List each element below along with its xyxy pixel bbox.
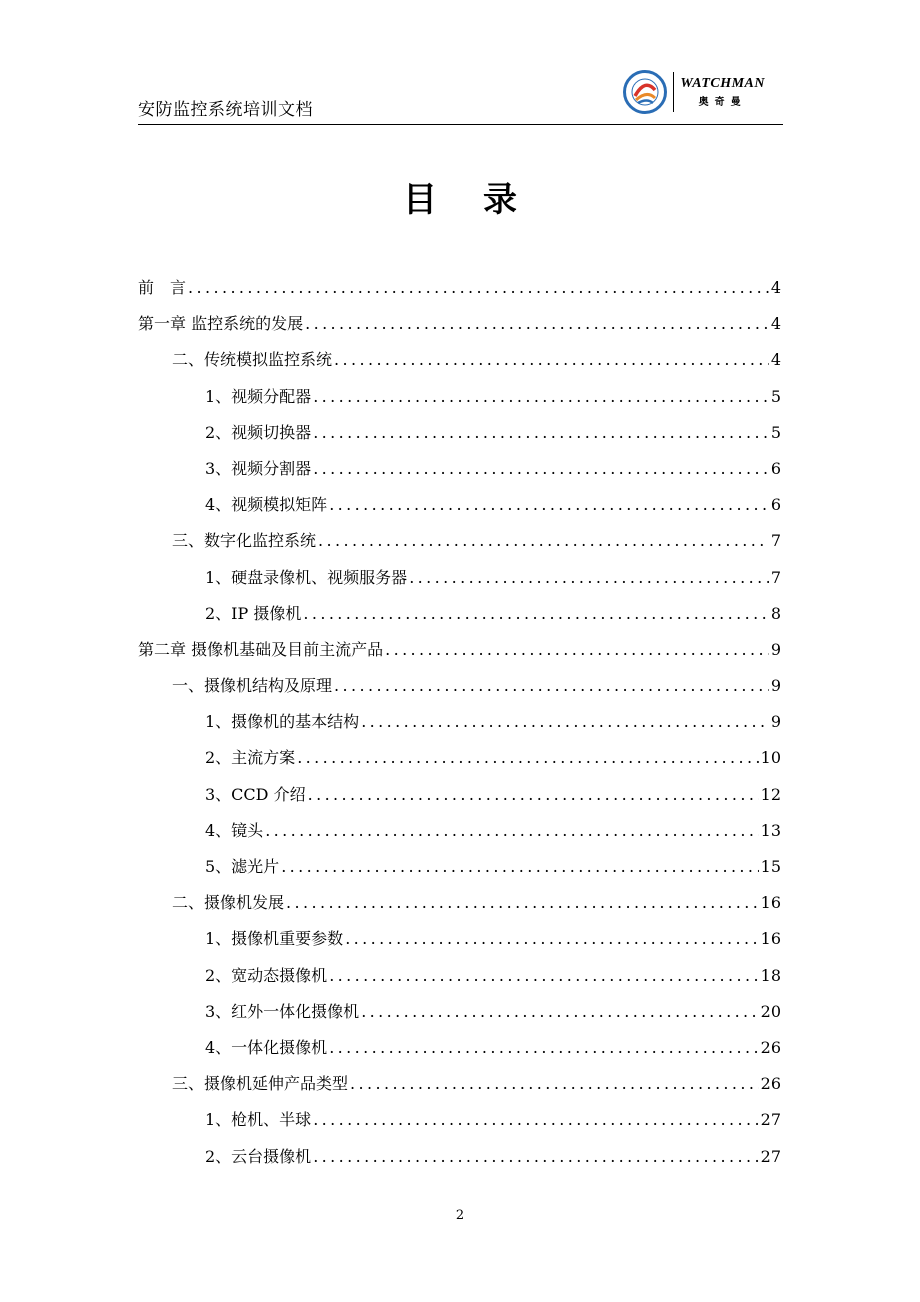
toc-entry[interactable] [138,704,781,740]
toc-entry-page: 20 [760,1001,781,1021]
toc-leader-dots [297,740,758,776]
toc-entry-page: 5 [770,386,781,406]
toc-entry-label: 三、摄像机延伸产品类型 [172,1074,349,1094]
toc-entry-label: 1、枪机、半球 [205,1110,312,1130]
toc-leader-dots [361,704,769,740]
toc-leader-dots [350,1066,759,1102]
toc-entry[interactable] [138,342,781,378]
toc-leader-dots [329,958,758,994]
toc-entry-label: 1、视频分配器 [205,386,312,406]
table-of-contents [138,270,781,1175]
toc-entry-page: 9 [770,639,781,659]
logo-chinese-name: 奥奇曼 [698,97,747,108]
toc-entry[interactable] [138,415,781,451]
toc-entry[interactable] [138,560,781,596]
toc-leader-dots [308,777,759,813]
toc-entry-label: 2、IP 摄像机 [205,603,302,623]
toc-leader-dots [409,560,769,596]
toc-entry-page: 4 [770,314,781,334]
toc-entry-page: 15 [760,857,781,876]
toc-leader-dots [286,885,759,921]
toc-entry-page: 9 [770,676,781,696]
toc-entry-label: 1、摄像机重要参数 [205,929,344,949]
toc-entry-label: 第一章 监控系统的发展 [138,314,304,334]
toc-entry-label: 3、视频分割器 [205,458,312,478]
toc-entry-page: 18 [760,965,781,985]
toc-entry[interactable] [138,921,781,957]
toc-entry-label: 前 言 [138,278,187,297]
toc-leader-dots [313,379,769,415]
toc-leader-dots [313,451,769,487]
logo-english-name: WATCHMAN [680,76,765,91]
toc-entry-page: 5 [770,422,781,442]
toc-entry-label: 4、镜头 [205,820,264,840]
toc-leader-dots [303,596,768,632]
toc-leader-dots [345,921,758,957]
toc-entry[interactable] [138,994,781,1030]
toc-entry[interactable] [138,487,781,523]
toc-entry[interactable] [138,958,781,994]
toc-entry[interactable] [138,849,781,885]
toc-leader-dots [318,523,769,559]
toc-leader-dots [329,487,769,523]
toc-entry[interactable] [138,777,781,813]
toc-entry[interactable] [138,1102,781,1138]
toc-entry-page: 6 [770,458,781,478]
toc-entry-label: 1、摄像机的基本结构 [205,712,360,732]
toc-entry[interactable] [138,306,781,342]
toc-entry-label: 4、视频模拟矩阵 [205,495,328,515]
toc-leader-dots [334,342,769,378]
toc-entry-page: 8 [770,603,781,623]
toc-leader-dots [385,632,769,668]
toc-entry[interactable] [138,1139,781,1175]
toc-leader-dots [329,1030,758,1066]
toc-leader-dots [313,1102,758,1138]
toc-entry-page: 7 [770,567,781,587]
toc-entry-label: 二、传统模拟监控系统 [172,350,333,370]
toc-entry-page: 13 [760,820,781,840]
toc-entry[interactable] [138,523,781,559]
toc-entry-label: 1、硬盘录像机、视频服务器 [205,567,408,587]
toc-entry[interactable] [138,813,781,849]
toc-entry-label: 三、数字化监控系统 [172,531,317,551]
toc-entry[interactable] [138,740,781,776]
toc-leader-dots [305,306,769,342]
page-number: 2 [455,1208,465,1223]
toc-entry-label: 2、宽动态摄像机 [205,965,328,985]
toc-leader-dots [313,415,769,451]
toc-entry-page: 10 [760,748,781,768]
toc-entry-page: 7 [770,531,781,551]
toc-entry[interactable] [138,632,781,668]
watchman-emblem-icon [623,70,667,114]
toc-entry-page: 9 [770,712,781,732]
toc-entry-label: 一、摄像机结构及原理 [172,676,333,696]
toc-entry-page: 26 [760,1037,781,1057]
toc-entry[interactable] [138,270,781,306]
toc-entry-page: 12 [760,784,781,804]
toc-leader-dots [313,1139,758,1175]
toc-entry[interactable] [138,1066,781,1102]
toc-leader-dots [361,994,758,1030]
toc-entry-label: 3、CCD 介绍 [205,784,306,804]
toc-entry-label: 5、滤光片 [205,857,280,876]
toc-entry-label: 3、红外一体化摄像机 [205,1001,360,1021]
logo-divider [673,72,675,112]
logo-wordmark [680,76,765,108]
document-title: 安防监控系统培训文档 [138,100,313,120]
toc-leader-dots [188,270,769,306]
toc-heading: 目录 [403,180,563,220]
toc-entry-label: 2、云台摄像机 [205,1146,312,1166]
toc-leader-dots [281,849,758,885]
toc-entry[interactable] [138,885,781,921]
toc-entry-label: 4、一体化摄像机 [205,1037,328,1057]
toc-entry[interactable] [138,596,781,632]
toc-entry-page: 4 [770,278,781,297]
toc-entry-label: 2、视频切换器 [205,422,312,442]
toc-entry-page: 6 [770,495,781,515]
toc-entry-page: 16 [760,929,781,949]
toc-entry-page: 26 [760,1074,781,1094]
toc-entry-page: 27 [760,1146,781,1166]
toc-entry-label: 第二章 摄像机基础及目前主流产品 [138,639,384,659]
toc-entry[interactable] [138,379,781,415]
page-header [138,60,783,125]
toc-entry[interactable] [138,668,781,704]
watchman-logo [623,70,765,114]
toc-entry-label: 2、主流方案 [205,748,296,768]
toc-entry-label: 二、摄像机发展 [172,893,285,913]
toc-leader-dots [334,668,769,704]
toc-entry[interactable] [138,451,781,487]
toc-leader-dots [265,813,758,849]
toc-entry-page: 27 [760,1110,781,1130]
toc-entry-page: 16 [760,893,781,913]
toc-entry-page: 4 [770,350,781,370]
toc-entry[interactable] [138,1030,781,1066]
